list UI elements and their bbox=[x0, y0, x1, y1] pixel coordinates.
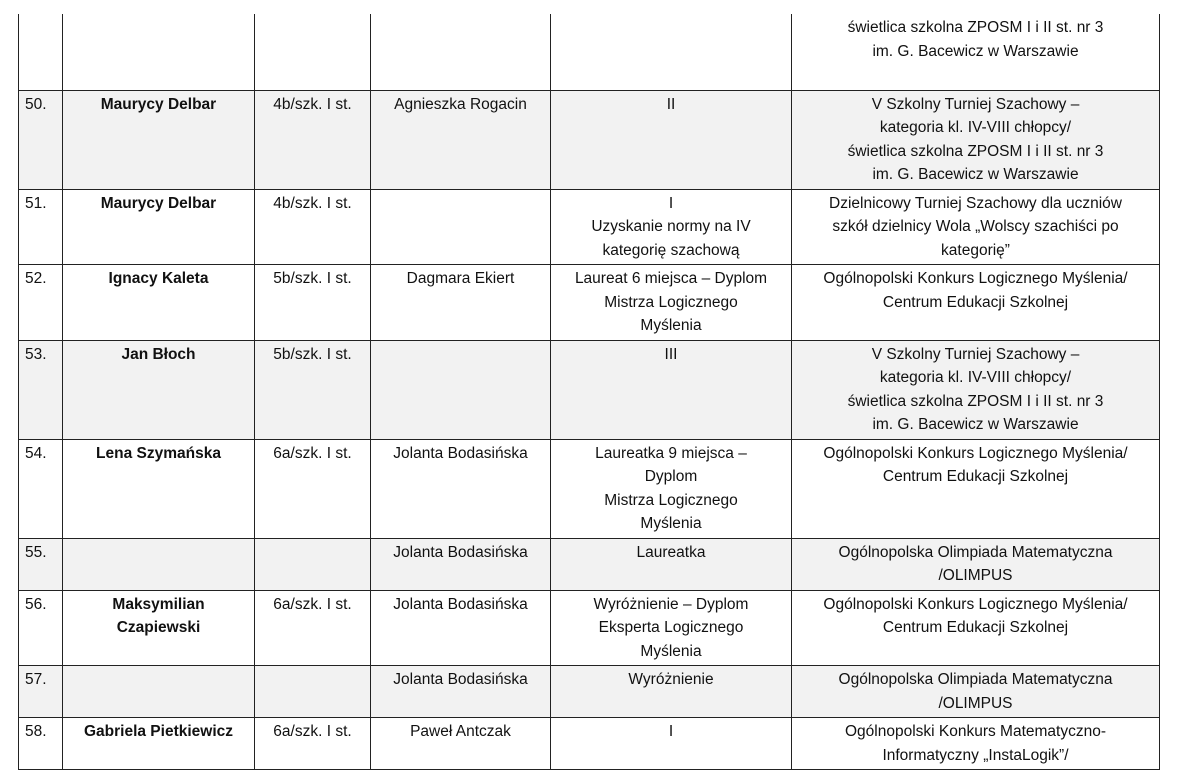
contest-cell-line: kategoria kl. IV-VIII chłopcy/ bbox=[879, 119, 1072, 136]
student-name bbox=[63, 189, 255, 265]
result-cell bbox=[551, 90, 792, 189]
table-row bbox=[19, 718, 1160, 770]
result-cell-line: Myślenia bbox=[640, 317, 702, 334]
student-name-line: Gabriela Pietkiewicz bbox=[83, 723, 234, 740]
contest-cell bbox=[792, 439, 1160, 538]
student-name bbox=[63, 14, 255, 90]
contest-cell bbox=[792, 14, 1160, 90]
teacher-cell: Jolanta Bodasińska bbox=[371, 538, 551, 590]
table-row bbox=[19, 666, 1160, 718]
class-cell bbox=[255, 666, 371, 718]
table-row bbox=[19, 340, 1160, 439]
row-number bbox=[19, 14, 63, 90]
row-number: 54. bbox=[19, 439, 63, 538]
student-name bbox=[63, 538, 255, 590]
row-number: 50. bbox=[19, 90, 63, 189]
contest-cell-line: świetlica szkolna ZPOSM I i II st. nr 3 bbox=[847, 142, 1104, 160]
student-name bbox=[63, 340, 255, 439]
result-cell bbox=[551, 189, 792, 265]
teacher-cell: Jolanta Bodasińska bbox=[371, 590, 551, 666]
student-name-line: Maurycy Delbar bbox=[100, 194, 217, 212]
contest-cell-line: /OLIMPUS bbox=[938, 567, 1013, 584]
class-cell bbox=[255, 14, 371, 90]
contest-cell-line: świetlica szkolna ZPOSM I i II st. nr 3 bbox=[847, 19, 1104, 36]
row-number: 51. bbox=[19, 189, 63, 265]
student-name bbox=[63, 666, 255, 718]
class-cell: 4b/szk. I st. bbox=[255, 90, 371, 189]
result-cell-line: kategorię szachową bbox=[602, 241, 740, 259]
teacher-cell bbox=[371, 189, 551, 265]
class-cell: 4b/szk. I st. bbox=[255, 189, 371, 265]
result-cell-line: Wyróżnienie bbox=[628, 671, 714, 688]
student-name bbox=[63, 439, 255, 538]
contest-cell bbox=[792, 189, 1160, 265]
result-cell-line: Laureatka 9 miejsca – bbox=[595, 444, 747, 462]
teacher-cell: Paweł Antczak bbox=[371, 718, 551, 770]
contest-cell-line: Ogólnopolski Konkurs Matematyczno- bbox=[844, 723, 1107, 740]
result-cell bbox=[551, 340, 792, 439]
student-name bbox=[63, 265, 255, 341]
result-cell-line: Myślenia bbox=[640, 642, 702, 660]
contest-cell-line: świetlica szkolna ZPOSM I i II st. nr 3 bbox=[847, 392, 1104, 410]
student-name bbox=[63, 90, 255, 189]
table-row bbox=[19, 189, 1160, 265]
result-cell-line: I bbox=[668, 723, 674, 740]
contest-cell bbox=[792, 718, 1160, 770]
contest-cell-line: Ogólnopolska Olimpiada Matematyczna bbox=[838, 671, 1113, 688]
table-row bbox=[19, 439, 1160, 538]
table-row bbox=[19, 14, 1160, 90]
class-cell: 5b/szk. I st. bbox=[255, 340, 371, 439]
result-cell bbox=[551, 538, 792, 590]
teacher-cell: Agnieszka Rogacin bbox=[371, 90, 551, 189]
row-number: 57. bbox=[19, 666, 63, 718]
result-cell bbox=[551, 265, 792, 341]
results-table-body bbox=[19, 14, 1160, 770]
contest-cell-line: /OLIMPUS bbox=[938, 694, 1013, 712]
contest-cell-line: V Szkolny Turniej Szachowy – bbox=[871, 95, 1080, 113]
result-cell bbox=[551, 718, 792, 770]
result-cell bbox=[551, 590, 792, 666]
table-row bbox=[19, 265, 1160, 341]
class-cell: 6a/szk. I st. bbox=[255, 718, 371, 770]
student-name-line: Maksymilian bbox=[112, 595, 205, 613]
result-cell-line: Laureat 6 miejsca – Dyplom bbox=[574, 270, 768, 287]
contest-cell-line: Informatyczny „InstaLogik”/ bbox=[882, 746, 1069, 764]
teacher-cell: Jolanta Bodasińska bbox=[371, 439, 551, 538]
result-cell bbox=[551, 666, 792, 718]
contest-cell bbox=[792, 590, 1160, 666]
student-name-line: Ignacy Kaleta bbox=[108, 270, 209, 287]
student-name bbox=[63, 718, 255, 770]
table-row bbox=[19, 590, 1160, 666]
result-cell bbox=[551, 439, 792, 538]
result-cell-line: I bbox=[668, 194, 674, 212]
student-name-line: Maurycy Delbar bbox=[100, 95, 217, 113]
contest-cell-line: im. G. Bacewicz w Warszawie bbox=[872, 42, 1079, 60]
class-cell: 6a/szk. I st. bbox=[255, 439, 371, 538]
contest-cell-line: Ogólnopolski Konkurs Logicznego Myślenia/ bbox=[823, 270, 1128, 287]
class-cell: 6a/szk. I st. bbox=[255, 590, 371, 666]
contest-cell bbox=[792, 666, 1160, 718]
teacher-cell bbox=[371, 14, 551, 90]
contest-cell-line: kategorię” bbox=[941, 241, 1010, 259]
result-cell-line: Dyplom bbox=[644, 468, 698, 485]
contest-cell-line: Centrum Edukacji Szkolnej bbox=[882, 293, 1069, 311]
results-table bbox=[18, 14, 1160, 770]
contest-cell-line: Dzielnicowy Turniej Szachowy dla uczniów bbox=[829, 194, 1122, 212]
contest-cell bbox=[792, 340, 1160, 439]
result-cell-line: Eksperta Logicznego bbox=[598, 619, 744, 636]
contest-cell-line: V Szkolny Turniej Szachowy – bbox=[871, 345, 1080, 363]
result-cell-line: Laureatka bbox=[636, 543, 706, 561]
row-number: 56. bbox=[19, 590, 63, 666]
contest-cell-line: Centrum Edukacji Szkolnej bbox=[882, 468, 1069, 485]
contest-cell bbox=[792, 90, 1160, 189]
table-row bbox=[19, 90, 1160, 189]
contest-cell-line: Ogólnopolska Olimpiada Matematyczna bbox=[838, 543, 1113, 561]
contest-cell-line: Ogólnopolski Konkurs Logicznego Myślenia/ bbox=[823, 444, 1128, 462]
row-number: 55. bbox=[19, 538, 63, 590]
result-cell-line: Myślenia bbox=[640, 515, 702, 532]
student-name-line: Czapiewski bbox=[116, 619, 201, 636]
contest-cell-line: im. G. Bacewicz w Warszawie bbox=[872, 166, 1079, 183]
class-cell bbox=[255, 538, 371, 590]
contest-cell-line: Centrum Edukacji Szkolnej bbox=[882, 619, 1069, 636]
result-cell bbox=[551, 14, 792, 90]
result-cell-line: Uzyskanie normy na IV bbox=[591, 218, 751, 235]
contest-cell-line: im. G. Bacewicz w Warszawie bbox=[872, 416, 1079, 433]
teacher-cell bbox=[371, 340, 551, 439]
student-name-line: Jan Błoch bbox=[121, 345, 196, 363]
contest-cell-line: szkół dzielnicy Wola „Wolscy szachiści po bbox=[832, 218, 1119, 235]
contest-cell bbox=[792, 265, 1160, 341]
row-number: 52. bbox=[19, 265, 63, 341]
result-cell-line: Wyróżnienie – Dyplom bbox=[593, 595, 749, 613]
teacher-cell: Dagmara Ekiert bbox=[371, 265, 551, 341]
student-name-line: Lena Szymańska bbox=[96, 444, 221, 462]
result-cell-line: Mistrza Logicznego bbox=[604, 491, 738, 509]
row-number: 58. bbox=[19, 718, 63, 770]
class-cell: 5b/szk. I st. bbox=[255, 265, 371, 341]
table-row bbox=[19, 538, 1160, 590]
contest-cell-line: Ogólnopolski Konkurs Logicznego Myślenia/ bbox=[823, 595, 1128, 613]
result-cell-line: Mistrza Logicznego bbox=[604, 293, 738, 311]
contest-cell bbox=[792, 538, 1160, 590]
result-cell-line: III bbox=[664, 345, 678, 363]
contest-cell-line: kategoria kl. IV-VIII chłopcy/ bbox=[879, 369, 1072, 386]
student-name bbox=[63, 590, 255, 666]
teacher-cell: Jolanta Bodasińska bbox=[371, 666, 551, 718]
row-number: 53. bbox=[19, 340, 63, 439]
result-cell-line: II bbox=[666, 95, 676, 113]
